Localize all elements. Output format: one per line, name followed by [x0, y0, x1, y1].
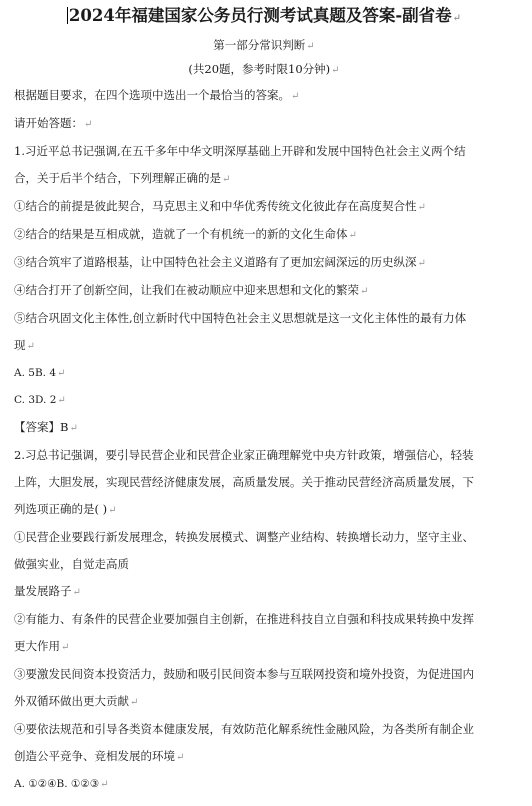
section-text: 第一部分常识判断 — [213, 38, 306, 52]
text-cursor — [67, 7, 68, 24]
title-text: 2024年福建国家公务员行测考试真题及答案-副省卷 — [68, 6, 452, 25]
option-line: 创造公平竞争、竞相发展的环境↵ — [14, 749, 185, 763]
option-line: 更大作用↵ — [14, 639, 70, 653]
option-line: 量发展路子↵ — [14, 584, 81, 598]
option-line: ③结合筑牢了道路根基，让中国特色社会主义道路有了更加宏阔深远的历史纵深↵ — [14, 255, 426, 269]
option-line: ①结合的前提是彼此契合，马克思主义和中华优秀传统文化彼此存在高度契合性↵ — [14, 199, 426, 213]
option-line: 外双循环做出更大贡献↵ — [14, 694, 139, 708]
paragraph-mark: ↵ — [331, 65, 340, 76]
time-note — [14, 61, 514, 79]
paragraph-mark: ↵ — [452, 13, 462, 24]
body-line: 请开始答题：↵ — [14, 116, 93, 130]
body-line: 根据题目要求，在四个选项中选出一个最恰当的答案。↵ — [14, 88, 300, 102]
document-title — [14, 0, 514, 29]
question-1-line: 1.习近平总书记强调,在五千多年中华文明深厚基础上开辟和发展中国特色社会主义两个结 — [14, 144, 466, 158]
option-line: ②结合的结果是互相成就，造就了一个有机统一的新的文化生命体↵ — [14, 227, 357, 241]
question-2-line: 上阵，大胆发展，实现民营经济健康发展，高质量发展。关于推动民营经济高质量发展，下 — [14, 475, 474, 489]
time-note-text: (共20题，参考时限10分钟) — [188, 62, 331, 76]
choice-line: A. ①②④B. ①②③↵ — [14, 778, 109, 790]
option-line: ③要激发民间资本投资活力，鼓励和吸引民间资本参与互联网投资和境外投资，为促进国内 — [14, 667, 474, 681]
choice-line: C. 3D. 2↵ — [14, 394, 66, 406]
option-line: ②有能力、有条件的民营企业要加强自主创新，在推进科技自立自强和科技成果转换中发挥 — [14, 612, 474, 626]
document-body — [14, 82, 514, 798]
option-line: ④结合打开了创新空间，让我们在被动顺应中迎来思想和文化的繁荣↵ — [14, 283, 369, 297]
question-1-line: 合，关于后半个结合，下列理解正确的是↵ — [14, 171, 231, 185]
option-line: ⑤结合巩固文化主体性,创立新时代中国特色社会主义思想就是这一文化主体性的最有力体 — [14, 311, 467, 325]
section-heading — [14, 37, 514, 55]
choice-line: A. 5B. 4↵ — [14, 367, 66, 379]
question-2-line: 2.习总书记强调，要引导民营企业和民营企业家正确理解党中央方针政策，增强信心，轻装 — [14, 448, 474, 462]
paragraph-mark: ↵ — [306, 41, 315, 52]
question-2-line: 列选项正确的是( )↵ — [14, 502, 117, 516]
option-line: 现↵ — [14, 338, 35, 352]
option-line: ①民营企业要践行新发展理念，转换发展模式、调整产业结构、转换增长动力，坚守主业、 — [14, 530, 474, 544]
option-line: ④要依法规范和引导各类资本健康发展，有效防范化解系统性金融风险，为各类所有制企业 — [14, 722, 474, 736]
answer-line: 【答案】B↵ — [14, 420, 78, 434]
option-line: 做强实业，自觉走高质 — [14, 557, 129, 571]
